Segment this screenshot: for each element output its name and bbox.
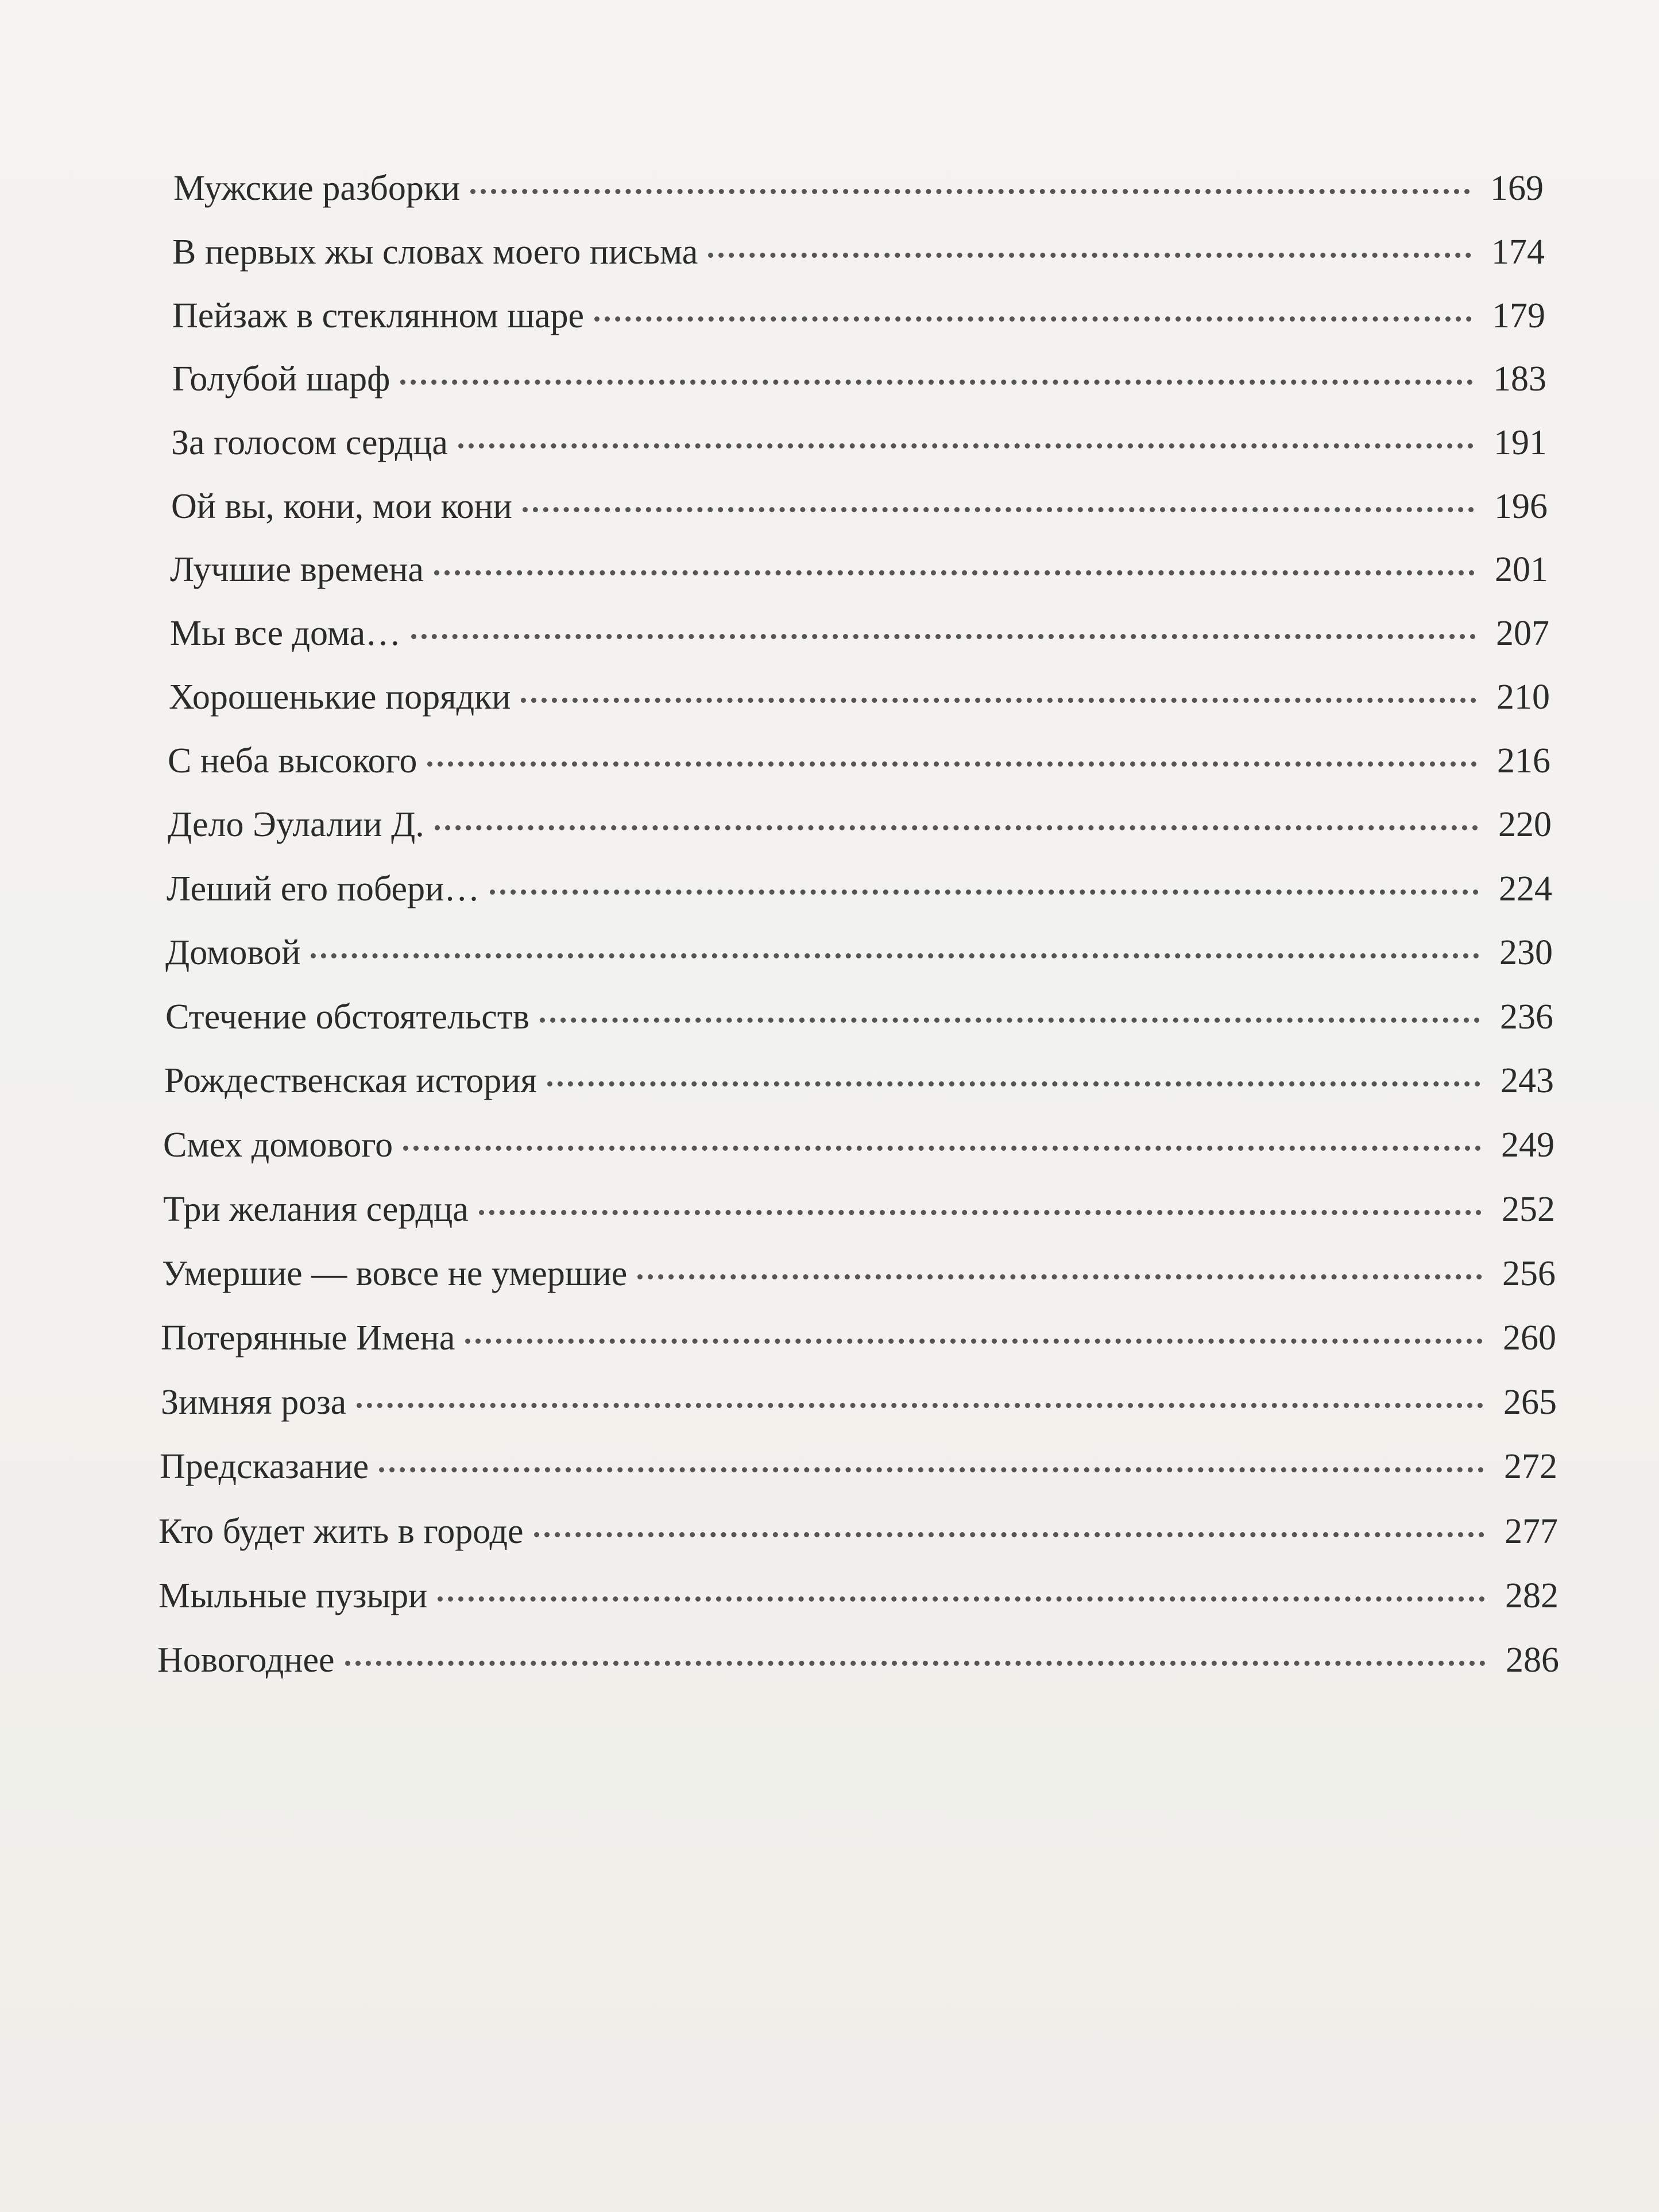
toc-entry (165, 925, 1553, 980)
dot-leader (434, 570, 1475, 575)
toc-entry-page: 210 (1496, 678, 1550, 717)
toc-entry-title: Рождественская история (164, 1061, 537, 1100)
dot-leader (637, 1274, 1482, 1279)
toc-entry (170, 606, 1549, 661)
toc-entry-title: Кто будет жить в городе (158, 1512, 524, 1551)
dot-leader (400, 380, 1473, 385)
dot-leader (479, 1210, 1482, 1215)
toc-entry (161, 1310, 1556, 1366)
toc-entry-page: 282 (1505, 1576, 1559, 1615)
toc-entry-title: Дело Эулалии Д. (168, 805, 424, 844)
toc-entry-title: Лучшие времена (170, 550, 424, 589)
toc-entry-title: Мыльные пузыри (158, 1576, 428, 1615)
dot-leader (411, 634, 1476, 639)
toc-entry (171, 415, 1547, 470)
dot-leader (458, 443, 1474, 448)
toc-entry-title: Стечение обстоятельств (165, 997, 530, 1037)
dot-leader (521, 698, 1476, 703)
dot-leader (345, 1661, 1486, 1666)
toc-entry-page: 191 (1494, 423, 1547, 462)
toc-entry-page: 220 (1498, 805, 1552, 844)
toc-entry (168, 797, 1552, 852)
toc-entry-title: Новогоднее (157, 1641, 335, 1680)
toc-entry (172, 351, 1546, 407)
toc-entry-page: 256 (1502, 1254, 1556, 1293)
toc-entry-page: 174 (1491, 233, 1545, 272)
toc-entry-title: Мы все дома… (170, 614, 401, 653)
toc-entry (161, 1375, 1557, 1430)
toc-entry-page: 252 (1502, 1190, 1555, 1229)
toc-entry-title: Зимняя роза (161, 1383, 347, 1422)
dot-leader (465, 1339, 1483, 1344)
toc-entry (167, 861, 1552, 916)
toc-entry-page: 230 (1499, 933, 1553, 972)
toc-entry (172, 225, 1545, 280)
toc-entry (165, 989, 1553, 1045)
toc-entry-page: 179 (1492, 296, 1545, 335)
toc-entry-page: 277 (1505, 1512, 1558, 1551)
toc-entry-page: 201 (1495, 550, 1548, 589)
toc-entry (171, 479, 1548, 534)
toc-entry (172, 288, 1545, 343)
dot-leader (435, 825, 1478, 830)
toc-entry-page: 265 (1503, 1383, 1557, 1422)
toc-entry (168, 733, 1550, 788)
toc-entry-title: В первых жы словах моего письма (172, 233, 698, 272)
toc-entry (169, 670, 1550, 725)
toc-entry-title: Потерянные Имена (161, 1318, 455, 1358)
toc-entry-page: 249 (1501, 1126, 1554, 1165)
toc-entry (164, 1053, 1554, 1108)
toc-entry-page: 224 (1499, 869, 1552, 908)
dot-leader (311, 953, 1479, 958)
toc-entry-page: 196 (1494, 487, 1548, 526)
dot-leader (379, 1467, 1484, 1472)
dot-leader (490, 890, 1479, 895)
toc-entry-page: 207 (1496, 614, 1549, 653)
toc-entry (163, 1117, 1554, 1173)
toc-entry-page: 243 (1501, 1061, 1554, 1100)
toc-entry-title: За голосом сердца (171, 423, 448, 462)
toc-entry-title: Ой вы, кони, мои кони (171, 487, 512, 526)
toc-entry-page: 236 (1500, 997, 1553, 1037)
toc-entry-title: Пейзаж в стеклянном шаре (172, 296, 584, 335)
toc-entry-title: Смех домового (163, 1126, 393, 1165)
toc-entry-page: 216 (1497, 741, 1550, 780)
toc-entry (170, 542, 1548, 597)
dot-leader (470, 189, 1470, 194)
dot-leader (540, 1018, 1480, 1023)
dot-leader (547, 1081, 1480, 1086)
dot-leader (438, 1596, 1485, 1602)
dot-leader (403, 1146, 1481, 1151)
dot-leader (534, 1532, 1484, 1537)
dot-leader (523, 507, 1474, 512)
toc-entry (157, 1633, 1559, 1688)
toc-entry-title: Домовой (165, 933, 301, 972)
toc-entry-title: Голубой шарф (172, 359, 390, 399)
toc-entry-page: 286 (1506, 1641, 1559, 1680)
toc-entry-title: Хорошенькие порядки (169, 678, 511, 717)
toc-entry (162, 1246, 1556, 1301)
toc-entry (160, 1439, 1557, 1494)
toc-entry-title: С неба высокого (168, 741, 417, 780)
toc-entry-page: 260 (1503, 1318, 1556, 1358)
dot-leader (708, 253, 1471, 258)
dot-leader (427, 761, 1477, 767)
toc-entry-page: 272 (1504, 1447, 1557, 1486)
dot-leader (594, 316, 1472, 322)
toc-entry-title: Предсказание (160, 1447, 369, 1486)
toc-entry (158, 1504, 1558, 1559)
toc-entry-title: Мужские разборки (173, 169, 461, 208)
dot-leader (357, 1403, 1483, 1408)
toc-entry-page: 183 (1493, 359, 1546, 399)
toc-entry (158, 1568, 1559, 1623)
toc-entry (163, 1182, 1555, 1237)
toc-entry (173, 161, 1544, 216)
toc-entry-title: Три желания сердца (163, 1190, 469, 1229)
toc-entry-title: Леший его побери… (167, 869, 480, 908)
toc-entry-page: 169 (1490, 169, 1544, 208)
toc-entry-title: Умершие — вовсе не умершие (162, 1254, 628, 1293)
